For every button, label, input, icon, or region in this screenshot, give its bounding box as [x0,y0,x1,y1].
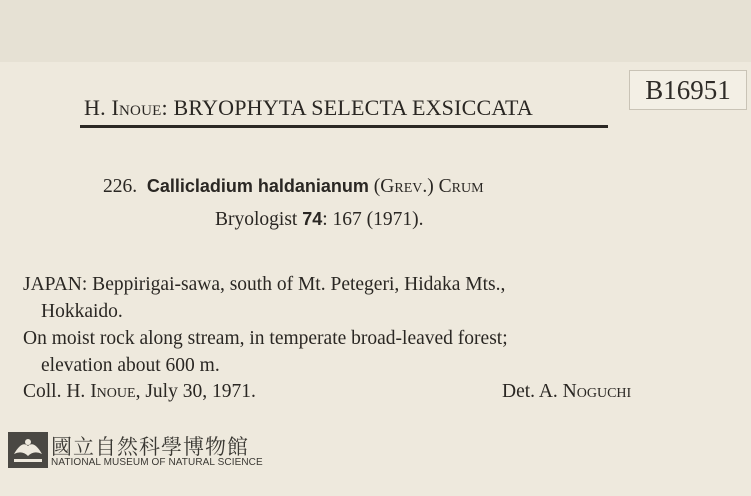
collector-surname: Inoue [90,381,136,402]
habitat-line-2: elevation about 600 m. [41,355,220,376]
collector-prefix: Coll. H. [23,381,86,402]
institution-name-english: NATIONAL MUSEUM OF NATURAL SCIENCE [51,457,263,468]
title-underline [80,125,608,128]
locality-line-1: JAPAN: Beppirigai-sawa, south of Mt. Petegeri, Hidaka Mts., [23,274,506,295]
determiner-line [502,381,631,403]
taxon-name: Callicladium haldanianum [146,176,369,196]
taxon-authority: Crum [438,176,484,197]
series-colon: : [161,95,168,120]
reference-pages: : 167 (1971). [322,209,424,230]
taxon-authority-paren: (Grev.) [373,176,434,197]
institution-name-chinese: 國立自然科學博物館 [51,435,249,459]
collector-line [23,381,256,403]
reference-volume: 74 [302,209,323,229]
herbarium-sheet-margin [0,0,751,63]
determiner-prefix: Det. A. [502,381,558,402]
museum-logo-icon [8,432,48,468]
series-author-surname: Inoue [111,95,162,120]
locality-line-2: Hokkaido. [41,301,123,322]
reference-line [215,209,424,231]
series-title [84,95,604,121]
accession-number: B16951 [629,70,747,110]
habitat-line-1: On moist rock along stream, in temperate broad-leaved forest; [23,328,508,349]
determiner-surname: Noguchi [562,381,632,402]
series-name: BRYOPHYTA SELECTA EXSICCATA [173,95,534,120]
reference-journal: Bryologist [215,209,298,230]
taxon-number: 226. [103,176,138,197]
series-author-initial: H. [84,95,106,120]
taxon-line [103,176,484,198]
collector-date: , July 30, 1971. [135,381,256,402]
